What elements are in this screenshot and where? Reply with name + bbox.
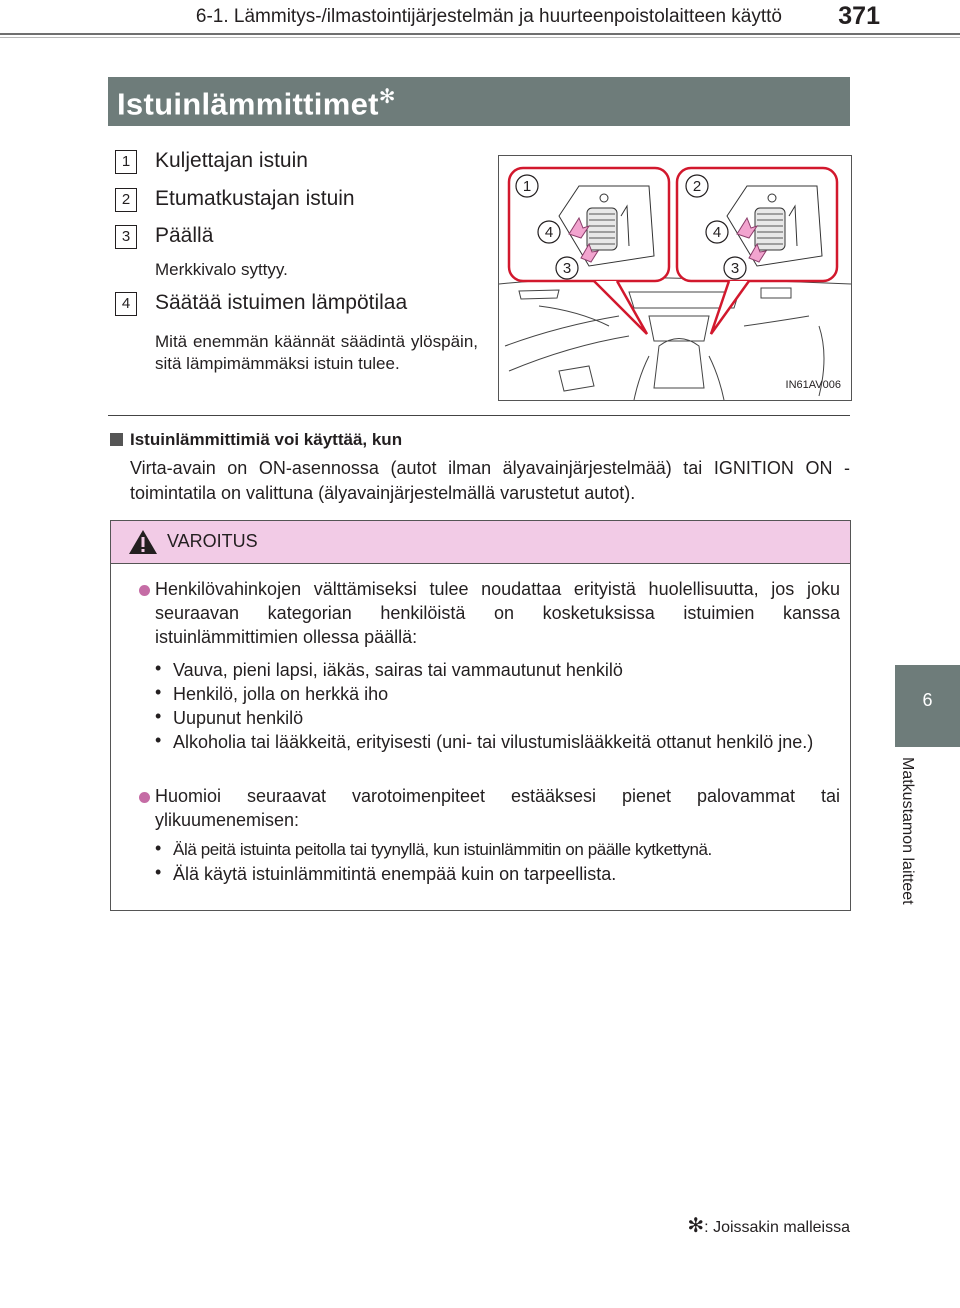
item-desc-4: Mitä enemmän käännät säädintä ylöspäin, sitä lämpimämmäksi istuin tulee. bbox=[155, 332, 478, 373]
callout-3-right: 3 bbox=[730, 260, 740, 277]
callout-4-left: 4 bbox=[544, 224, 554, 241]
warning-list-item: Uupunut henkilö bbox=[173, 708, 304, 728]
list-bullet: • bbox=[155, 838, 162, 858]
warning-list-item: Vauva, pieni lapsi, iäkäs, sairas tai vammautunut henkilö bbox=[173, 660, 623, 680]
section-divider bbox=[108, 415, 850, 416]
page-number: 371 bbox=[838, 2, 880, 30]
warning-list-item: Älä peitä istuinta peitolla tai tyynyllä, kun istuinlämmitin on päälle kytkettynä. bbox=[173, 840, 712, 859]
item-number-1: 1 bbox=[115, 150, 137, 174]
section-title bbox=[117, 84, 396, 122]
header-rule-thin bbox=[0, 37, 960, 38]
list-bullet: • bbox=[155, 862, 162, 882]
info-text: Virta-avain on ON-asennossa (autot ilman älyavainjärjestelmää) tai IGNITION ON -toimintatila on valittuna (älyavainjärjestelmällä varustetut autot). bbox=[130, 458, 850, 503]
item-label-2: Etumatkustajan istuin bbox=[155, 187, 355, 210]
seat-heater-illustration bbox=[498, 155, 852, 401]
list-bullet: • bbox=[155, 706, 162, 726]
header-rule bbox=[0, 33, 960, 35]
warning-title: VAROITUS bbox=[167, 531, 258, 551]
bullet-dot-icon bbox=[139, 792, 150, 803]
item-desc-3: Merkkivalo syttyy. bbox=[155, 260, 288, 279]
info-heading: Istuinlämmittimiä voi käyttää, kun bbox=[130, 430, 403, 449]
warning-paragraph-2: Huomioi seuraavat varotoimenpiteet estääksesi pienet palovammat tai ylikuumenemisen: bbox=[155, 786, 840, 830]
callout-3-left: 3 bbox=[562, 260, 572, 277]
asterisk-icon: ✻ bbox=[687, 1215, 705, 1237]
asterisk-icon: ✻ bbox=[378, 86, 396, 108]
bullet-dot-icon bbox=[139, 585, 150, 596]
chapter-label: Matkustamon laitteet bbox=[899, 757, 916, 905]
warning-list-item: Alkoholia tai lääkkeitä, erityisesti (uni- tai vilustumislääkkeitä ottanut henkilö jne.) bbox=[173, 732, 814, 752]
item-number-2: 2 bbox=[115, 188, 137, 212]
item-number-3: 3 bbox=[115, 225, 137, 249]
item-label-1: Kuljettajan istuin bbox=[155, 149, 308, 172]
callout-4-right: 4 bbox=[712, 224, 722, 241]
item-label-3: Päällä bbox=[155, 224, 214, 247]
list-bullet: • bbox=[155, 658, 162, 678]
illustration-code: IN61AV006 bbox=[785, 379, 841, 391]
callout-2: 2 bbox=[692, 178, 702, 195]
warning-list-item: Henkilö, jolla on herkkä iho bbox=[173, 684, 389, 704]
warning-list-item: Älä käytä istuinlämmitintä enempää kuin on tarpeellista. bbox=[173, 864, 617, 884]
callout-1: 1 bbox=[522, 178, 532, 195]
list-bullet: • bbox=[155, 730, 162, 750]
section-title-text: Istuinlämmittimet bbox=[117, 86, 379, 122]
list-bullet: • bbox=[155, 682, 162, 702]
warning-triangle-icon bbox=[128, 529, 158, 560]
chapter-number: 6 bbox=[922, 690, 933, 710]
chapter-label-wrap bbox=[898, 757, 928, 947]
item-label-4: Säätää istuimen lämpötilaa bbox=[155, 291, 408, 314]
item-number-4: 4 bbox=[115, 292, 137, 316]
footnote-text: : Joissakin malleissa bbox=[704, 1219, 850, 1236]
square-bullet-icon bbox=[110, 433, 123, 446]
footnote bbox=[620, 1213, 850, 1238]
running-header-title: 6-1. Lämmitys-/ilmastointijärjestelmän ja huurteenpoistolaitteen käyttö bbox=[195, 6, 782, 27]
dashboard-diagram bbox=[499, 156, 851, 400]
warning-paragraph-1: Henkilövahinkojen välttämiseksi tulee noudattaa erityistä huolellisuutta, jos joku seuraavan kategorian henkilöistä on kosketuksissa istuimien kanssa istuinlämmittimien ollessa päällä: bbox=[155, 579, 840, 647]
